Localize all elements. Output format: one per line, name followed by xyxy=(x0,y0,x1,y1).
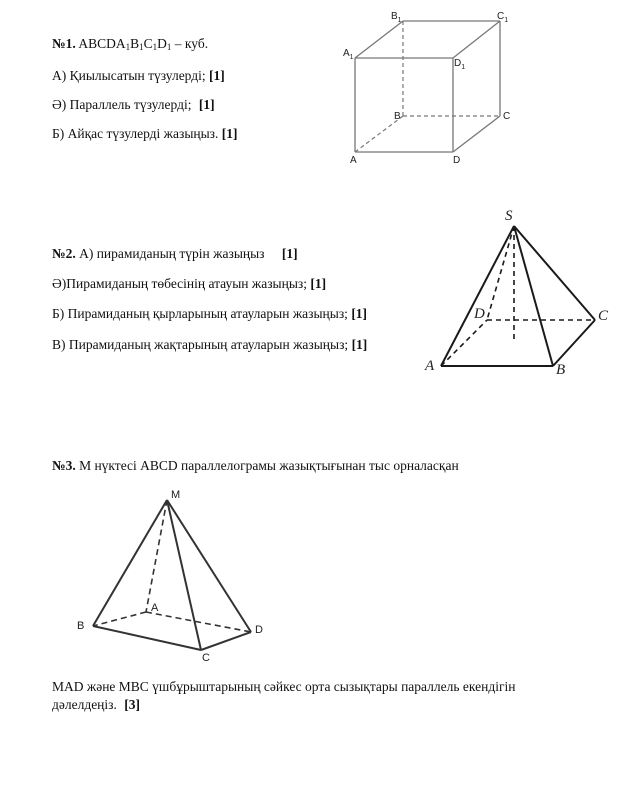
task3-question-line1: MAD және MBC үшбұрыштарының сәйкес орта сызықтары параллель екендігін xyxy=(52,679,516,694)
pyr3-label-m: M xyxy=(171,489,181,501)
task3-intro: №3. М нүктесі ABCD параллелограмы жазықтығынан тыс орналасқан xyxy=(52,458,459,473)
cube-label-d: D xyxy=(453,155,461,166)
edge-m-c xyxy=(167,500,201,650)
pyramid-label-c: C xyxy=(598,308,609,324)
cube-label-b: B xyxy=(394,111,401,122)
cube-label-a: A xyxy=(350,155,357,166)
cube-label-c1: $C_1$ xyxy=(497,11,509,24)
cube-label-b1: $B_1$ xyxy=(391,11,402,24)
task1-item-a: А) Қиылысатын түзулерді; [1] xyxy=(52,68,225,83)
edge-b-c xyxy=(93,626,201,650)
task3-question-line2: дәлелдеңіз. [3] xyxy=(52,697,140,712)
pyr3-label-b: B xyxy=(77,620,85,632)
task2-item-a: №2. А) пирамиданың түрін жазыңыз [1] xyxy=(52,246,298,261)
pyramid-label-a: A xyxy=(425,358,435,374)
task1-item-b: Б) Айқас түзулерді жазыңыз. [1] xyxy=(52,126,238,141)
pyr3-label-d: D xyxy=(255,624,263,636)
cube-label-d1: $D_1$ xyxy=(454,58,466,71)
task1-item-ae: Ә) Параллель түзулерді; [1] xyxy=(52,97,215,112)
task3-number: №3. xyxy=(52,458,76,473)
pyramid-label-d: D xyxy=(474,306,485,322)
task2-item-ae: Ә)Пирамиданың төбесінің атауын жазыңыз; [1] xyxy=(52,276,327,291)
task1-cube-name: $ABCDA_1B_1C_1D_1$ – куб. xyxy=(78,36,209,52)
edge-c-d xyxy=(201,632,251,650)
task2-item-b: Б) Пирамиданың қырларының атауларын жазыңыз; [1] xyxy=(52,306,368,321)
pyr3-label-c: C xyxy=(202,652,210,664)
task2-number: №2. xyxy=(52,246,76,261)
task2-item-v: В) Пирамиданың жақтарының атауларын жазыңыз; [1] xyxy=(52,337,368,352)
cube-label-a1: $A_1$ xyxy=(343,48,354,61)
pyramid-label-s: S xyxy=(505,208,513,224)
pyramid-label-b: B xyxy=(556,362,566,378)
pyr3-label-a: A xyxy=(151,602,159,614)
task1-number: №1. xyxy=(52,36,76,51)
edge-a-d-hidden xyxy=(146,612,251,632)
cube-label-c: C xyxy=(503,111,511,122)
edge-m-d xyxy=(167,500,251,632)
